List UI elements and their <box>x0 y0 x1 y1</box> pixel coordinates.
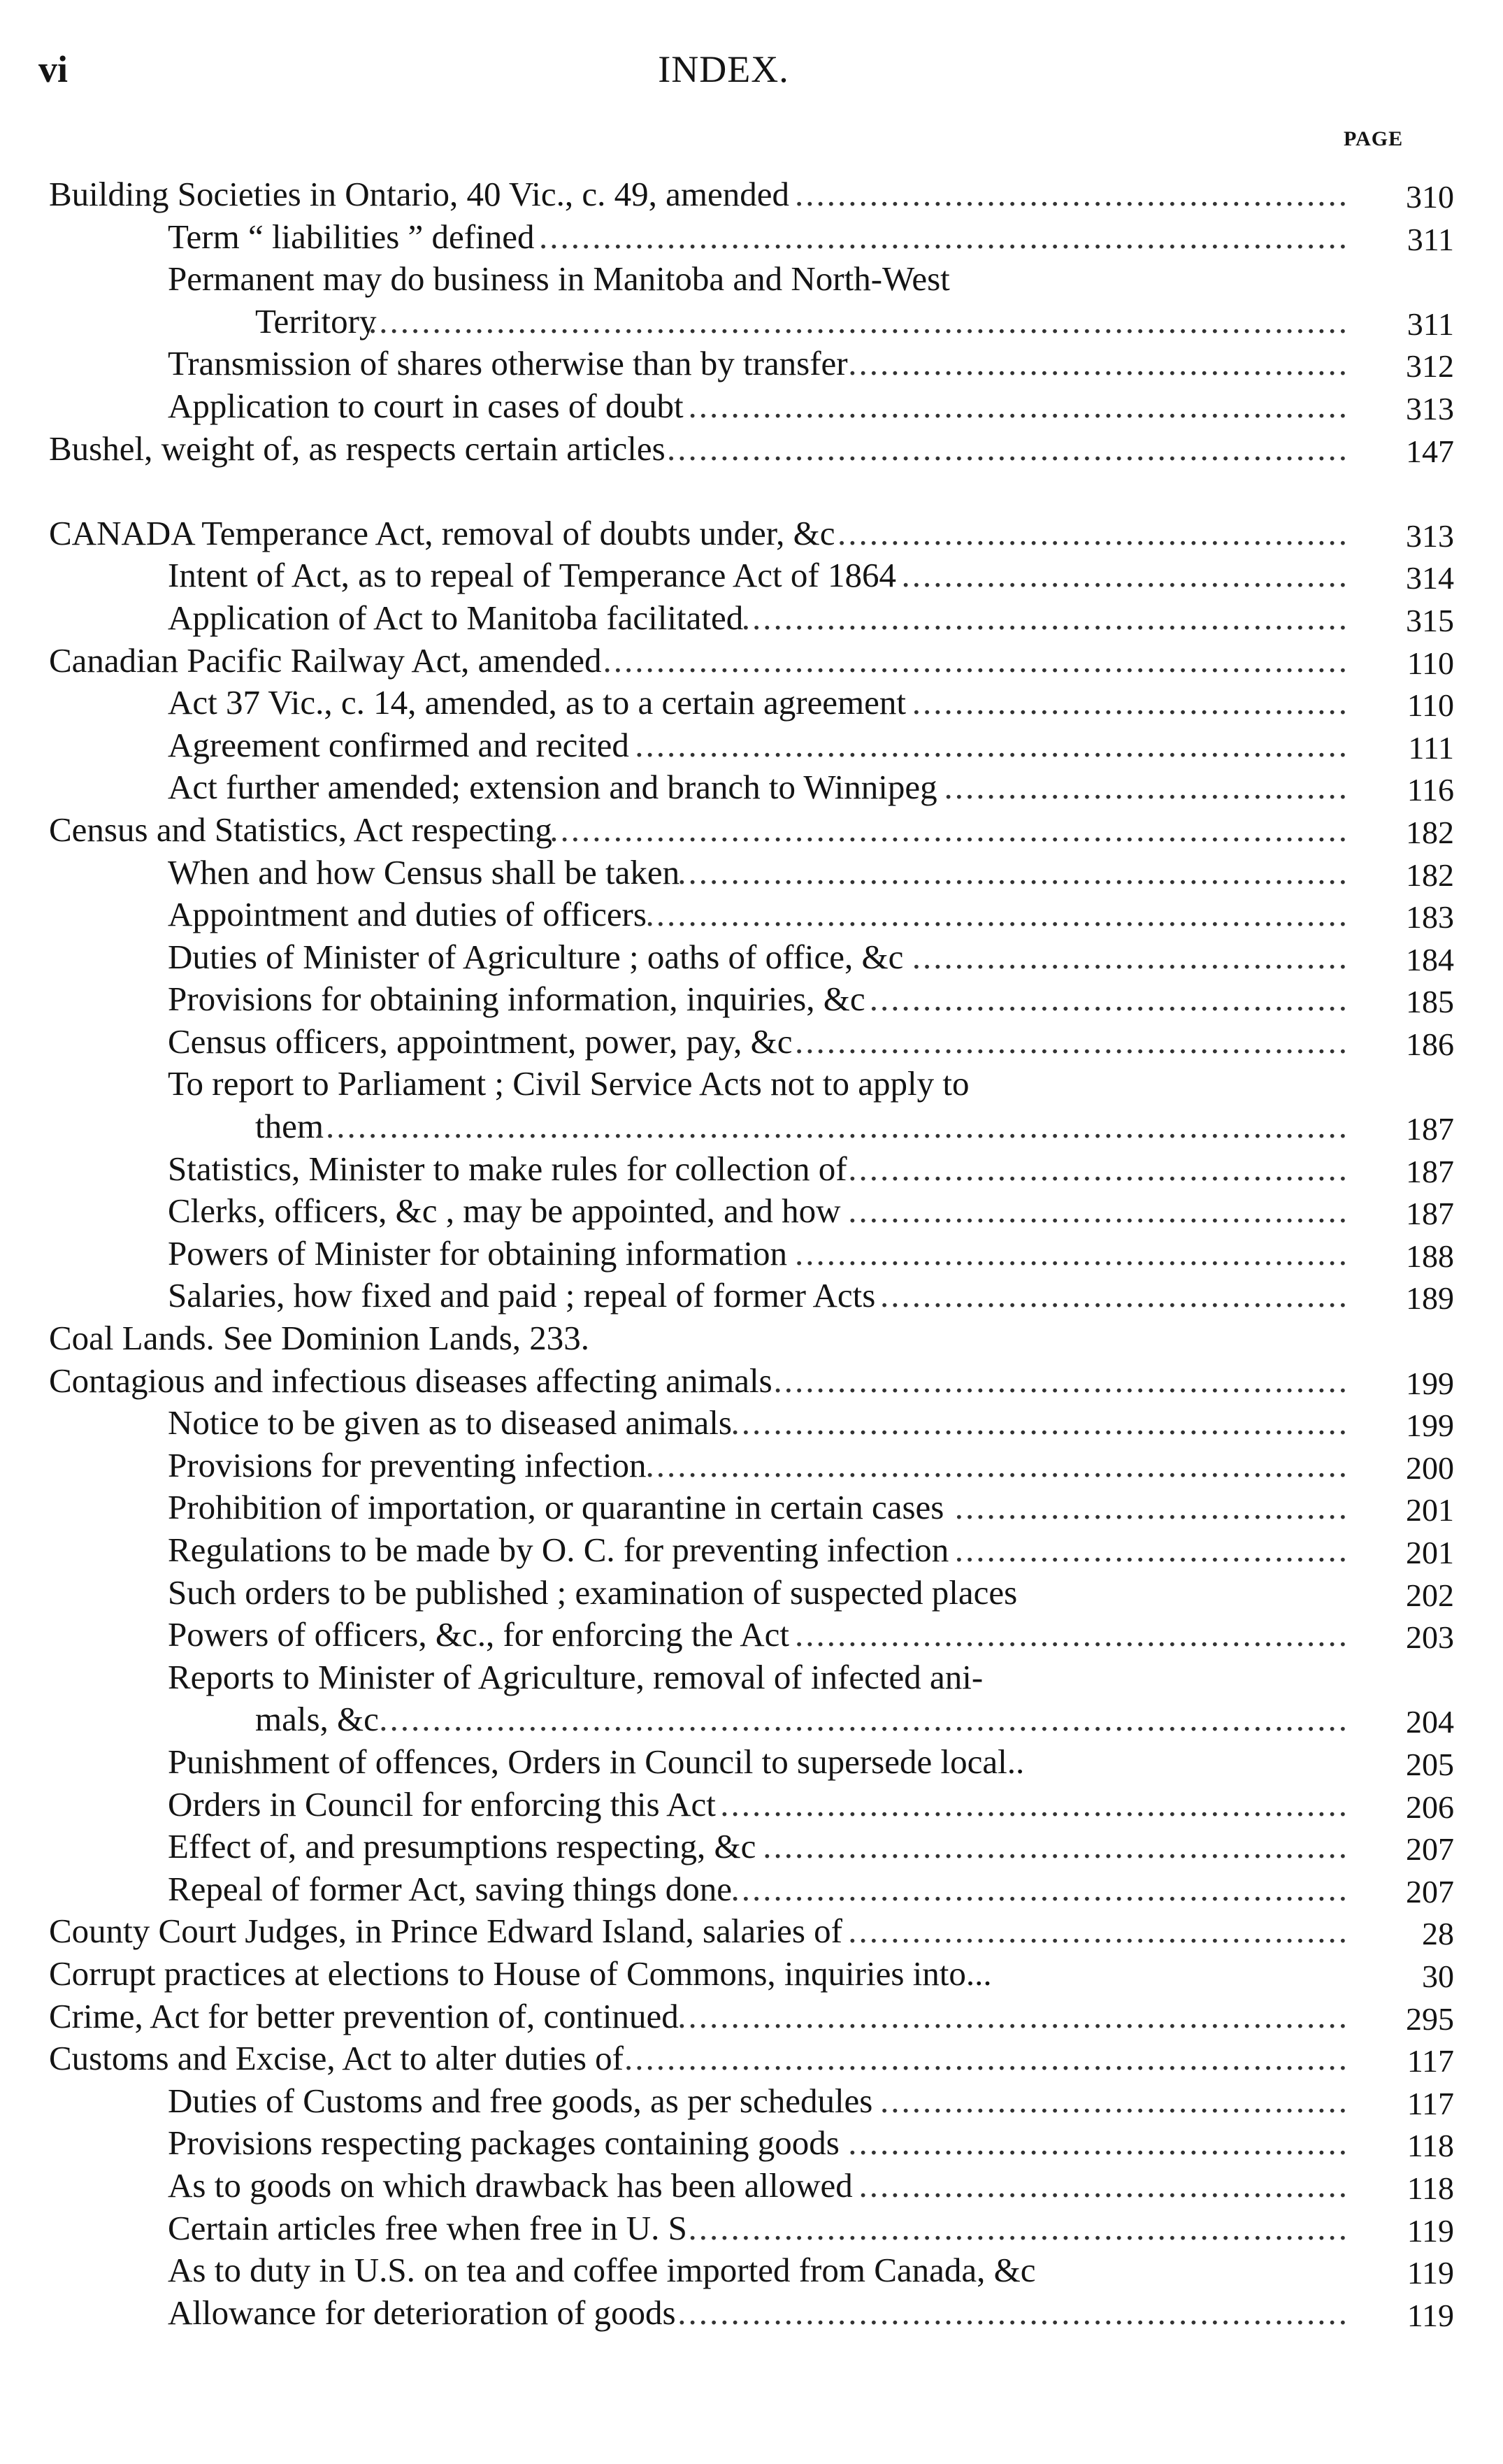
index-entry-page: 184 <box>1406 941 1454 977</box>
page-title: INDEX. <box>658 48 789 90</box>
leader-dots: ......................................... <box>912 937 1349 976</box>
index-entry <box>49 1996 1454 2038</box>
index-entry-text: Duties of Minister of Agriculture ; oaths of office, &c <box>168 937 904 976</box>
leader-dots: ...................................................... <box>773 1361 1349 1400</box>
index-entry-text: Reports to Minister of Agriculture, removal of infected ani- <box>168 1657 984 1696</box>
index-entry-page: 110 <box>1407 645 1454 681</box>
index-entry <box>49 682 1454 724</box>
leader-dots: ............................................................... <box>677 852 1349 891</box>
index-entry <box>49 1402 1454 1445</box>
index-entry <box>49 1698 1454 1741</box>
index-entry <box>49 2249 1454 2292</box>
leader-dots: ......................................................... <box>741 598 1349 637</box>
index-entry <box>49 1445 1454 1487</box>
index-entry-text: Notice to be given as to diseased animals <box>168 1403 732 1442</box>
index-entry-text: Provisions respecting packages containing goods <box>168 2123 840 2163</box>
index-entry <box>49 2292 1454 2335</box>
leader-dots: ....................................................... <box>763 1827 1349 1866</box>
leader-dots: ............................................. <box>869 980 1349 1019</box>
index-entry-text: Provisions for obtaining information, inquiries, &c <box>168 980 865 1019</box>
index-entry <box>49 385 1454 428</box>
index-entry <box>49 216 1454 259</box>
index-entry-text: Corrupt practices at elections to House of Commons, inquiries into... <box>49 1954 992 1993</box>
index-entry-text: Intent of Act, as to repeal of Temperance Act of 1864 <box>168 556 896 595</box>
index-entry-text: Census and Statistics, Act respecting <box>49 810 552 849</box>
index-entry-page: 203 <box>1406 1619 1454 1656</box>
leader-dots: ..................................... <box>954 1488 1349 1527</box>
index-entry <box>49 1275 1454 1317</box>
index-entry-page: 207 <box>1406 1873 1454 1910</box>
index-entry-text: Powers of officers, &c., for enforcing the Act <box>168 1615 789 1654</box>
index-entry <box>49 1826 1454 1868</box>
index-entry-page: 205 <box>1406 1746 1454 1782</box>
index-entry-page: 183 <box>1406 899 1454 936</box>
page-number-roman: vi <box>38 48 69 90</box>
leader-dots: .................................................... <box>795 175 1349 213</box>
index-entry <box>49 1953 1454 1996</box>
index-entry <box>49 1784 1454 1826</box>
index-entry-page: 204 <box>1406 1704 1454 1740</box>
index-entry-page: 187 <box>1406 1153 1454 1189</box>
index-entry <box>49 2080 1454 2123</box>
index-entry-text: Powers of Minister for obtaining information <box>168 1233 787 1273</box>
leader-dots: .............................................. <box>858 2165 1349 2205</box>
index-entry-text: To report to Parliament ; Civil Service Acts not to apply to <box>168 1064 970 1103</box>
index-entry <box>49 343 1454 385</box>
index-entry-page: 147 <box>1406 433 1454 469</box>
index-entry <box>49 1656 1454 1699</box>
leader-dots: .......................................................... <box>731 1869 1349 1908</box>
index-entry-text: Such orders to be published ; examination of suspected places <box>168 1573 1018 1612</box>
index-entry-page: 30 <box>1422 1958 1454 1994</box>
leader-dots: ........................................................................... <box>549 810 1349 849</box>
index-spacer <box>49 470 1454 513</box>
index-entry-page: 119 <box>1407 2297 1454 2333</box>
index-entry-page: 186 <box>1406 1026 1454 1062</box>
index-entry-page: 182 <box>1406 857 1454 893</box>
index-entry-text: Contagious and infectious diseases affecting animals <box>49 1361 772 1400</box>
index-entry-text: Punishment of offences, Orders in Council to supersede local.. <box>168 1742 1025 1781</box>
index-entry-text: Bushel, weight of, as respects certain articles <box>49 429 666 468</box>
leader-dots: ............................................... <box>848 344 1349 383</box>
index-entry-page: 119 <box>1407 2255 1454 2291</box>
index-entry <box>49 1487 1454 1529</box>
index-entry <box>49 1360 1454 1403</box>
leader-dots: ............................................................... <box>677 2293 1349 2332</box>
index-entry-text: When and how Census shall be taken <box>168 852 680 891</box>
index-entry <box>49 852 1454 894</box>
leader-dots: ..................................... <box>954 1531 1349 1569</box>
index-entry-page: 311 <box>1407 306 1454 342</box>
index-entry-text: Statistics, Minister to make rules for collection of <box>168 1149 847 1188</box>
index-entry-text: Appointment and duties of officers <box>168 895 647 934</box>
index-entry-text: County Court Judges, in Prince Edward Island, salaries of <box>49 1912 842 1951</box>
index-entry <box>49 173 1454 216</box>
index-entry-page: 310 <box>1406 179 1454 215</box>
leader-dots: ........................................................................................... <box>379 1700 1349 1739</box>
index-entry <box>49 724 1454 767</box>
index-entry-text: Clerks, officers, &c , may be appointed, and how <box>168 1191 841 1231</box>
leader-dots: ................................................................ <box>667 429 1349 468</box>
index-entry <box>49 766 1454 809</box>
index-entry-text: Agreement confirmed and recited <box>168 725 629 764</box>
index-entry-text: mals, &c <box>255 1700 379 1739</box>
index-entry-text: Transmission of shares otherwise than by transfer <box>168 344 848 383</box>
leader-dots: .................................................... <box>795 1022 1349 1061</box>
index-entry <box>49 1529 1454 1572</box>
leader-dots: ........................................................... <box>720 1784 1349 1824</box>
index-entry-page: 188 <box>1406 1238 1454 1274</box>
index-entry <box>49 809 1454 852</box>
index-entry-text: Application to court in cases of doubt <box>168 386 684 425</box>
index-entry-text: Allowance for deterioration of goods <box>168 2293 676 2332</box>
index-entry-page: 200 <box>1406 1449 1454 1486</box>
index-entry-page: 315 <box>1406 602 1454 638</box>
index-entry <box>49 978 1454 1021</box>
leader-dots: ............................................... <box>848 1149 1349 1188</box>
leader-dots: .......................................................... <box>731 1403 1349 1442</box>
index-entry <box>49 1021 1454 1063</box>
index-entry-text: them <box>255 1107 324 1146</box>
index-entry-page: 201 <box>1406 1535 1454 1570</box>
index-entry <box>49 1105 1454 1148</box>
leader-dots: .................................................................... <box>624 2039 1349 2078</box>
index-entry <box>49 2207 1454 2250</box>
index-entry-text: Canadian Pacific Railway Act, amended <box>49 640 602 680</box>
leader-dots: ...................................... <box>944 768 1349 807</box>
index-entry-text: Customs and Excise, Act to alter duties of <box>49 2039 624 2078</box>
index-entry <box>49 513 1454 555</box>
index-entry-text: Crime, Act for better prevention of, continued <box>49 1996 679 2035</box>
index-entry <box>49 1910 1454 1953</box>
index-entry-text: Act further amended; extension and branch to Winnipeg <box>168 768 937 807</box>
index-entry <box>49 597 1454 640</box>
index-entry-text: As to duty in U.S. on tea and coffee imported from Canada, &c <box>168 2251 1036 2290</box>
leader-dots: .............................................................. <box>688 2208 1349 2247</box>
index-entry-text: Certain articles free when free in U. S <box>168 2208 687 2247</box>
leader-dots: ............................................ <box>880 2081 1349 2120</box>
index-entry-text: Regulations to be made by O. C. for preventing infection <box>168 1531 949 1569</box>
index-entry <box>49 2122 1454 2165</box>
index-entry-text: Building Societies in Ontario, 40 Vic., c. 49, amended <box>49 175 790 213</box>
index-entry <box>49 1741 1454 1784</box>
index-entry-page: 199 <box>1406 1408 1454 1444</box>
leader-dots: .................................................... <box>795 1615 1349 1654</box>
index-entry-text: Term “ liabilities ” defined <box>168 217 535 256</box>
index-entry-text: Effect of, and presumptions respecting, &c <box>168 1827 756 1866</box>
index-entries <box>49 173 1454 2334</box>
index-entry-page: 201 <box>1406 1492 1454 1528</box>
leader-dots: ............................................ <box>880 1276 1349 1315</box>
page-column-label: PAGE <box>1344 127 1404 150</box>
index-entry-page: 187 <box>1406 1196 1454 1232</box>
index-entry-text: Application of Act to Manitoba facilitated <box>168 598 744 637</box>
index-entry <box>49 2037 1454 2080</box>
index-entry <box>49 1572 1454 1614</box>
index-entry-page: 207 <box>1406 1831 1454 1868</box>
index-entry-page: 117 <box>1407 2043 1454 2079</box>
index-entry-text: Prohibition of importation, or quarantine in certain cases <box>168 1488 944 1527</box>
leader-dots: ................................................................... <box>635 725 1349 764</box>
index-entry-text: As to goods on which drawback has been allowed <box>168 2165 853 2205</box>
index-entry-page: 314 <box>1406 560 1454 596</box>
index-entry <box>49 2165 1454 2207</box>
index-entry-page: 313 <box>1406 517 1454 554</box>
index-entry-page: 202 <box>1406 1577 1454 1613</box>
index-entry-page: 118 <box>1407 2128 1454 2164</box>
index-entry-page: 295 <box>1406 2000 1454 2037</box>
index-entry-page: 110 <box>1407 687 1454 724</box>
index-entry-page: 182 <box>1406 814 1454 850</box>
leader-dots: ...................................................................... <box>603 640 1349 680</box>
index-entry-text: Coal Lands. See Dominion Lands, 233. <box>49 1319 590 1358</box>
index-entry-page: 119 <box>1407 2212 1454 2249</box>
leader-dots: .......................................... <box>901 556 1349 595</box>
index-entry-page: 199 <box>1406 1365 1454 1401</box>
index-entry <box>49 1063 1454 1105</box>
index-entry <box>49 894 1454 936</box>
index-entry <box>49 1148 1454 1191</box>
index-entry-page: 206 <box>1406 1789 1454 1825</box>
leader-dots: .................................................................. <box>645 1445 1349 1484</box>
index-entry-text: Duties of Customs and free goods, as per schedules <box>168 2081 873 2120</box>
index-entry-page: 111 <box>1408 729 1454 766</box>
index-entry-text: Provisions for preventing infection <box>168 1445 647 1484</box>
index-entry-text: Salaries, how fixed and paid ; repeal of former Acts <box>168 1276 876 1315</box>
index-entry <box>49 1868 1454 1911</box>
index-entry <box>49 640 1454 682</box>
leader-dots: ............................................... <box>848 1912 1349 1951</box>
index-entry <box>49 258 1454 301</box>
leader-dots: ............................................................................ <box>539 217 1349 256</box>
index-entry <box>49 936 1454 979</box>
index-entry <box>49 1190 1454 1233</box>
index-entry-page: 185 <box>1406 984 1454 1020</box>
index-entry-page: 187 <box>1406 1111 1454 1147</box>
index-entry-page: 28 <box>1422 1916 1454 1952</box>
page-header <box>38 48 1409 103</box>
index-entry-text: Territory <box>255 301 377 341</box>
index-entry-page: 312 <box>1406 348 1454 385</box>
leader-dots: ............................................................... <box>677 1996 1349 2035</box>
index-entry-text: Permanent may do business in Manitoba and North-West <box>168 259 950 299</box>
leader-dots: ................................................ <box>837 513 1349 552</box>
leader-dots: .............................................................. <box>688 386 1349 425</box>
leader-dots: ................................................................................................. <box>315 1107 1349 1146</box>
leader-dots: .................................................... <box>795 1233 1349 1273</box>
index-entry-page: 313 <box>1406 390 1454 427</box>
index-entry-page: 311 <box>1407 221 1454 257</box>
leader-dots: ............................................... <box>848 1191 1349 1231</box>
index-entry-page: 189 <box>1406 1280 1454 1317</box>
leader-dots: ............................................... <box>848 2123 1349 2163</box>
index-entry-text: Census officers, appointment, power, pay, &c <box>168 1022 793 1061</box>
index-entry-text: Orders in Council for enforcing this Act <box>168 1784 716 1824</box>
index-entry-page: 118 <box>1407 2170 1454 2206</box>
index-entry-page: 117 <box>1407 2085 1454 2121</box>
index-entry <box>49 1233 1454 1275</box>
index-entry <box>49 428 1454 471</box>
index-entry <box>49 1614 1454 1656</box>
leader-dots: ............................................................................................ <box>368 301 1349 341</box>
index-entry-text: Repeal of former Act, saving things done <box>168 1869 732 1908</box>
leader-dots: .................................................................. <box>645 895 1349 934</box>
leader-dots: ......................................... <box>912 683 1349 722</box>
index-entry <box>49 301 1454 343</box>
index-entry-text: Act 37 Vic., c. 14, amended, as to a certain agreement <box>168 683 907 722</box>
index-entry-page: 116 <box>1407 772 1454 808</box>
index-entry <box>49 554 1454 597</box>
index-entry <box>49 1317 1454 1360</box>
index-entry-text: CANADA Temperance Act, removal of doubts under, &c <box>49 513 835 552</box>
